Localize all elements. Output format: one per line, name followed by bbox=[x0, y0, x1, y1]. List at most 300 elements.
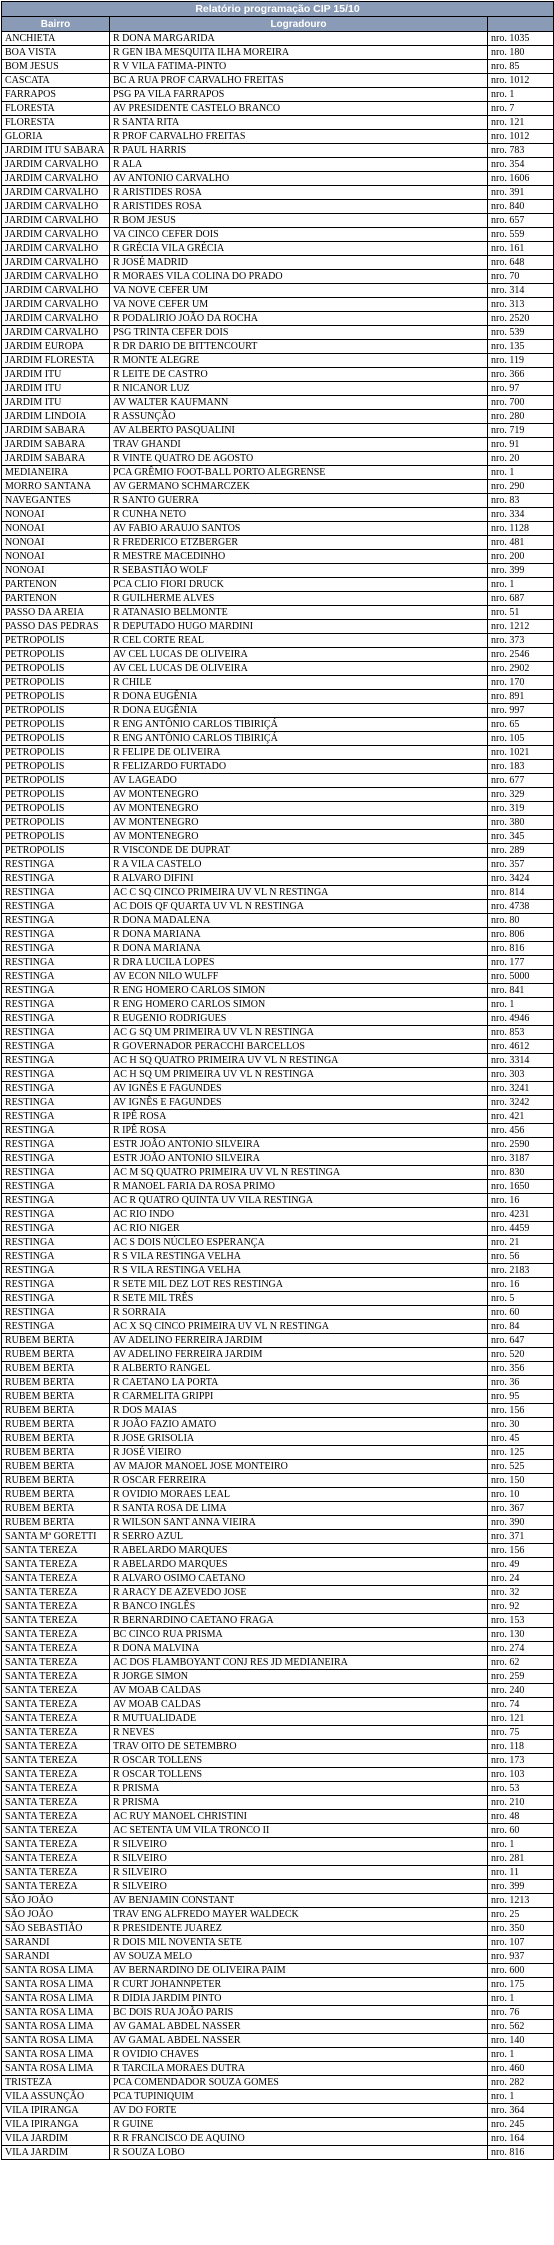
cell-logradouro: TRAV ENG ALFREDO MAYER WALDECK bbox=[110, 1908, 488, 1922]
cell-logradouro: R DOS MAIAS bbox=[110, 1404, 488, 1418]
table-row bbox=[2, 1208, 554, 1222]
cell-numero: nro. 56 bbox=[488, 1250, 554, 1264]
cell-logradouro: R SILVEIRO bbox=[110, 1838, 488, 1852]
cell-numero: nro. 118 bbox=[488, 1740, 554, 1754]
cell-numero: nro. 559 bbox=[488, 228, 554, 242]
cell-bairro: PETROPOLIS bbox=[2, 760, 110, 774]
cell-numero: nro. 32 bbox=[488, 1586, 554, 1600]
table-row bbox=[2, 1138, 554, 1152]
cell-logradouro: AV MOAB CALDAS bbox=[110, 1698, 488, 1712]
cell-bairro: SÃO JOÃO bbox=[2, 1894, 110, 1908]
cell-numero: nro. 1128 bbox=[488, 522, 554, 536]
cell-bairro: SANTA TEREZA bbox=[2, 1866, 110, 1880]
table-row bbox=[2, 270, 554, 284]
cell-bairro: RUBEM BERTA bbox=[2, 1376, 110, 1390]
table-row bbox=[2, 508, 554, 522]
table-row bbox=[2, 1348, 554, 1362]
table-row bbox=[2, 1712, 554, 1726]
cell-bairro: VILA JARDIM bbox=[2, 2146, 110, 2160]
table-row bbox=[2, 1768, 554, 1782]
table-row bbox=[2, 830, 554, 844]
cell-logradouro: R CAETANO LA PORTA bbox=[110, 1376, 488, 1390]
cell-numero: nro. 4946 bbox=[488, 1012, 554, 1026]
report-sheet bbox=[1, 1, 553, 2160]
cell-numero: nro. 119 bbox=[488, 354, 554, 368]
cell-numero: nro. 289 bbox=[488, 844, 554, 858]
cell-numero: nro. 70 bbox=[488, 270, 554, 284]
cell-logradouro: R MORAES VILA COLINA DO PRADO bbox=[110, 270, 488, 284]
cell-logradouro: R DIDIA JARDIM PINTO bbox=[110, 1992, 488, 2006]
cell-logradouro: R EUGENIO RODRIGUES bbox=[110, 1012, 488, 1026]
cell-bairro: JARDIM SABARA bbox=[2, 438, 110, 452]
table-row bbox=[2, 284, 554, 298]
cell-logradouro: R DEPUTADO HUGO MARDINI bbox=[110, 620, 488, 634]
table-row bbox=[2, 1740, 554, 1754]
cell-bairro: JARDIM CARVALHO bbox=[2, 256, 110, 270]
cell-bairro: PETROPOLIS bbox=[2, 746, 110, 760]
cell-numero: nro. 390 bbox=[488, 1516, 554, 1530]
cell-logradouro: R SORRAIA bbox=[110, 1306, 488, 1320]
cell-bairro: PETROPOLIS bbox=[2, 676, 110, 690]
cell-logradouro: R GEN IBA MESQUITA ILHA MOREIRA bbox=[110, 46, 488, 60]
cell-bairro: RESTINGA bbox=[2, 1026, 110, 1040]
cell-logradouro: AV ANTONIO CARVALHO bbox=[110, 172, 488, 186]
cell-bairro: RESTINGA bbox=[2, 1180, 110, 1194]
cell-numero: nro. 648 bbox=[488, 256, 554, 270]
cell-logradouro: R OVIDIO CHAVES bbox=[110, 2048, 488, 2062]
cell-logradouro: R SERRO AZUL bbox=[110, 1530, 488, 1544]
table-row bbox=[2, 214, 554, 228]
cell-numero: nro. 156 bbox=[488, 1544, 554, 1558]
table-row bbox=[2, 1782, 554, 1796]
cell-logradouro: R IPÊ ROSA bbox=[110, 1110, 488, 1124]
cell-logradouro: R JOSÉ VIEIRO bbox=[110, 1446, 488, 1460]
table-row bbox=[2, 2076, 554, 2090]
table-row bbox=[2, 1978, 554, 1992]
cell-bairro: RESTINGA bbox=[2, 1264, 110, 1278]
cell-bairro: PETROPOLIS bbox=[2, 648, 110, 662]
cell-numero: nro. 481 bbox=[488, 536, 554, 550]
table-row bbox=[2, 242, 554, 256]
table-row bbox=[2, 2090, 554, 2104]
table-row bbox=[2, 88, 554, 102]
table-row bbox=[2, 1376, 554, 1390]
cell-bairro: SANTA ROSA LIMA bbox=[2, 1964, 110, 1978]
cell-logradouro: R DR DARIO DE BITTENCOURT bbox=[110, 340, 488, 354]
table-row bbox=[2, 354, 554, 368]
cell-bairro: RUBEM BERTA bbox=[2, 1432, 110, 1446]
cell-numero: nro. 91 bbox=[488, 438, 554, 452]
cell-numero: nro. 36 bbox=[488, 1376, 554, 1390]
table-row bbox=[2, 998, 554, 1012]
cell-logradouro: R GRÉCIA VILA GRÉCIA bbox=[110, 242, 488, 256]
cell-logradouro: R ASSUNÇÃO bbox=[110, 410, 488, 424]
cell-bairro: PETROPOLIS bbox=[2, 662, 110, 676]
cell-logradouro: BC A RUA PROF CARVALHO FREITAS bbox=[110, 74, 488, 88]
table-row bbox=[2, 298, 554, 312]
cell-bairro: RESTINGA bbox=[2, 984, 110, 998]
cell-numero: nro. 364 bbox=[488, 2104, 554, 2118]
cell-numero: nro. 97 bbox=[488, 382, 554, 396]
table-row bbox=[2, 1600, 554, 1614]
cell-bairro: JARDIM CARVALHO bbox=[2, 284, 110, 298]
cell-logradouro: R MESTRE MACEDINHO bbox=[110, 550, 488, 564]
table-row bbox=[2, 1922, 554, 1936]
table-row bbox=[2, 1908, 554, 1922]
cell-numero: nro. 107 bbox=[488, 1936, 554, 1950]
cell-bairro: SARANDI bbox=[2, 1950, 110, 1964]
cell-numero: nro. 49 bbox=[488, 1558, 554, 1572]
table-row bbox=[2, 816, 554, 830]
cell-numero: nro. 45 bbox=[488, 1432, 554, 1446]
cell-bairro: RESTINGA bbox=[2, 1054, 110, 1068]
column-header-numero bbox=[488, 17, 554, 32]
cell-logradouro: R FELIZARDO FURTADO bbox=[110, 760, 488, 774]
table-row bbox=[2, 116, 554, 130]
table-row bbox=[2, 1124, 554, 1138]
cell-numero: nro. 1212 bbox=[488, 620, 554, 634]
header-row bbox=[2, 17, 554, 32]
table-row bbox=[2, 886, 554, 900]
table-row bbox=[2, 1516, 554, 1530]
cell-bairro: GLORIA bbox=[2, 130, 110, 144]
cell-bairro: RUBEM BERTA bbox=[2, 1502, 110, 1516]
table-row bbox=[2, 1194, 554, 1208]
cell-numero: nro. 105 bbox=[488, 732, 554, 746]
table-row bbox=[2, 74, 554, 88]
table-row bbox=[2, 606, 554, 620]
table-row bbox=[2, 1250, 554, 1264]
table-row bbox=[2, 1754, 554, 1768]
cell-numero: nro. 92 bbox=[488, 1600, 554, 1614]
table-row bbox=[2, 228, 554, 242]
table-row bbox=[2, 1068, 554, 1082]
report-title: Relatório programação CIP 15/10 bbox=[2, 2, 554, 17]
cell-logradouro: R BOM JESUS bbox=[110, 214, 488, 228]
table-row bbox=[2, 1404, 554, 1418]
cell-bairro: JARDIM EUROPA bbox=[2, 340, 110, 354]
cell-numero: nro. 60 bbox=[488, 1306, 554, 1320]
cell-bairro: SANTA TEREZA bbox=[2, 1642, 110, 1656]
cell-numero: nro. 3187 bbox=[488, 1152, 554, 1166]
cell-bairro: ANCHIETA bbox=[2, 32, 110, 46]
cell-bairro: SANTA TEREZA bbox=[2, 1670, 110, 1684]
cell-bairro: RESTINGA bbox=[2, 942, 110, 956]
cell-logradouro: AV MAJOR MANOEL JOSE MONTEIRO bbox=[110, 1460, 488, 1474]
table-row bbox=[2, 1866, 554, 1880]
cell-bairro: SANTA TEREZA bbox=[2, 1880, 110, 1894]
table-row bbox=[2, 200, 554, 214]
cell-bairro: SANTA ROSA LIMA bbox=[2, 2006, 110, 2020]
cell-numero: nro. 4738 bbox=[488, 900, 554, 914]
cell-numero: nro. 1 bbox=[488, 88, 554, 102]
cell-numero: nro. 53 bbox=[488, 1782, 554, 1796]
cell-logradouro: AC R QUATRO QUINTA UV VILA RESTINGA bbox=[110, 1194, 488, 1208]
table-row bbox=[2, 550, 554, 564]
cell-bairro: JARDIM CARVALHO bbox=[2, 228, 110, 242]
table-row bbox=[2, 1236, 554, 1250]
cell-bairro: SANTA TEREZA bbox=[2, 1712, 110, 1726]
cell-logradouro: R FELIPE DE OLIVEIRA bbox=[110, 746, 488, 760]
cell-numero: nro. 2902 bbox=[488, 662, 554, 676]
cell-logradouro: R PRISMA bbox=[110, 1796, 488, 1810]
cell-logradouro: AC H SQ UM PRIMEIRA UV VL N RESTINGA bbox=[110, 1068, 488, 1082]
cell-numero: nro. 65 bbox=[488, 718, 554, 732]
cell-bairro: JARDIM CARVALHO bbox=[2, 186, 110, 200]
cell-numero: nro. 161 bbox=[488, 242, 554, 256]
cell-bairro: FLORESTA bbox=[2, 116, 110, 130]
cell-logradouro: R GUILHERME ALVES bbox=[110, 592, 488, 606]
cell-bairro: SANTA ROSA LIMA bbox=[2, 2034, 110, 2048]
cell-numero: nro. 76 bbox=[488, 2006, 554, 2020]
table-row bbox=[2, 410, 554, 424]
cell-bairro: JARDIM CARVALHO bbox=[2, 312, 110, 326]
cell-logradouro: R ALVARO OSIMO CAETANO bbox=[110, 1572, 488, 1586]
cell-numero: nro. 1606 bbox=[488, 172, 554, 186]
cell-bairro: RESTINGA bbox=[2, 1292, 110, 1306]
table-row bbox=[2, 1460, 554, 1474]
cell-bairro: PETROPOLIS bbox=[2, 718, 110, 732]
cell-logradouro: AC SETENTA UM VILA TRONCO II bbox=[110, 1824, 488, 1838]
cell-logradouro: R ALA bbox=[110, 158, 488, 172]
cell-logradouro: AC X SQ CINCO PRIMEIRA UV VL N RESTINGA bbox=[110, 1320, 488, 1334]
table-row bbox=[2, 1306, 554, 1320]
table-row bbox=[2, 60, 554, 74]
cell-numero: nro. 399 bbox=[488, 1880, 554, 1894]
cell-bairro: JARDIM SABARA bbox=[2, 452, 110, 466]
cell-logradouro: R PODALIRIO JOÃO DA ROCHA bbox=[110, 312, 488, 326]
cell-bairro: RESTINGA bbox=[2, 970, 110, 984]
table-row bbox=[2, 760, 554, 774]
cell-bairro: PETROPOLIS bbox=[2, 802, 110, 816]
table-row bbox=[2, 634, 554, 648]
cell-bairro: RESTINGA bbox=[2, 1194, 110, 1208]
cell-bairro: JARDIM CARVALHO bbox=[2, 298, 110, 312]
cell-numero: nro. 1021 bbox=[488, 746, 554, 760]
cell-bairro: SANTA Mª GORETTI bbox=[2, 1530, 110, 1544]
table-row bbox=[2, 1628, 554, 1642]
cell-logradouro: R JOSÉ MADRID bbox=[110, 256, 488, 270]
cell-bairro: NONOAI bbox=[2, 550, 110, 564]
cell-bairro: VILA ASSUNÇÃO bbox=[2, 2090, 110, 2104]
table-row bbox=[2, 1488, 554, 1502]
cell-numero: nro. 1012 bbox=[488, 130, 554, 144]
cell-logradouro: R WILSON SANT ANNA VIEIRA bbox=[110, 1516, 488, 1530]
cell-numero: nro. 1035 bbox=[488, 32, 554, 46]
cell-logradouro: R V VILA FATIMA-PINTO bbox=[110, 60, 488, 74]
cell-bairro: SANTA TEREZA bbox=[2, 1628, 110, 1642]
table-row bbox=[2, 1670, 554, 1684]
cell-bairro: PETROPOLIS bbox=[2, 788, 110, 802]
cell-logradouro: AV CEL LUCAS DE OLIVEIRA bbox=[110, 662, 488, 676]
cell-logradouro: R S VILA RESTINGA VELHA bbox=[110, 1250, 488, 1264]
cell-logradouro: TRAV GHANDI bbox=[110, 438, 488, 452]
cell-numero: nro. 1 bbox=[488, 1838, 554, 1852]
cell-numero: nro. 75 bbox=[488, 1726, 554, 1740]
cell-bairro: SANTA TEREZA bbox=[2, 1572, 110, 1586]
cell-logradouro: R CEL CORTE REAL bbox=[110, 634, 488, 648]
cell-bairro: SANTA TEREZA bbox=[2, 1684, 110, 1698]
table-row bbox=[2, 1894, 554, 1908]
cell-numero: nro. 177 bbox=[488, 956, 554, 970]
cell-bairro: NONOAI bbox=[2, 564, 110, 578]
cell-numero: nro. 240 bbox=[488, 1684, 554, 1698]
cell-bairro: PASSO DAS PEDRAS bbox=[2, 620, 110, 634]
cell-numero: nro. 373 bbox=[488, 634, 554, 648]
cell-logradouro: R PRISMA bbox=[110, 1782, 488, 1796]
table-row bbox=[2, 774, 554, 788]
cell-logradouro: TRAV OITO DE SETEMBRO bbox=[110, 1740, 488, 1754]
table-row bbox=[2, 2104, 554, 2118]
cell-bairro: RESTINGA bbox=[2, 1236, 110, 1250]
cell-numero: nro. 1213 bbox=[488, 1894, 554, 1908]
cell-logradouro: R DONA MARIANA bbox=[110, 928, 488, 942]
cell-numero: nro. 421 bbox=[488, 1110, 554, 1124]
cell-bairro: RESTINGA bbox=[2, 1278, 110, 1292]
cell-numero: nro. 135 bbox=[488, 340, 554, 354]
cell-bairro: SANTA TEREZA bbox=[2, 1824, 110, 1838]
cell-bairro: RESTINGA bbox=[2, 900, 110, 914]
cell-numero: nro. 1 bbox=[488, 466, 554, 480]
table-body bbox=[2, 32, 554, 2160]
cell-bairro: SANTA TEREZA bbox=[2, 1558, 110, 1572]
cell-logradouro: R JOSE GRISOLIA bbox=[110, 1432, 488, 1446]
column-header-bairro: Bairro bbox=[2, 17, 110, 32]
cell-numero: nro. 140 bbox=[488, 2034, 554, 2048]
cell-bairro: RESTINGA bbox=[2, 858, 110, 872]
cell-numero: nro. 7 bbox=[488, 102, 554, 116]
cell-numero: nro. 21 bbox=[488, 1236, 554, 1250]
cell-numero: nro. 816 bbox=[488, 2146, 554, 2160]
cell-bairro: RUBEM BERTA bbox=[2, 1362, 110, 1376]
cell-bairro: RUBEM BERTA bbox=[2, 1488, 110, 1502]
cell-numero: nro. 2520 bbox=[488, 312, 554, 326]
cell-logradouro: R ENG HOMERO CARLOS SIMON bbox=[110, 984, 488, 998]
cell-numero: nro. 24 bbox=[488, 1572, 554, 1586]
cell-numero: nro. 814 bbox=[488, 886, 554, 900]
cell-numero: nro. 357 bbox=[488, 858, 554, 872]
table-row bbox=[2, 522, 554, 536]
cell-bairro: SANTA TEREZA bbox=[2, 1656, 110, 1670]
cell-logradouro: AV BERNARDINO DE OLIVEIRA PAIM bbox=[110, 1964, 488, 1978]
cell-logradouro: AV MONTENEGRO bbox=[110, 788, 488, 802]
cell-logradouro: R JOÃO FAZIO AMATO bbox=[110, 1418, 488, 1432]
table-row bbox=[2, 256, 554, 270]
cell-logradouro: AV ADELINO FERREIRA JARDIM bbox=[110, 1334, 488, 1348]
cell-logradouro: ESTR JOÃO ANTONIO SILVEIRA bbox=[110, 1138, 488, 1152]
table-row bbox=[2, 1278, 554, 1292]
table-row bbox=[2, 1824, 554, 1838]
cell-numero: nro. 2546 bbox=[488, 648, 554, 662]
table-row bbox=[2, 1432, 554, 1446]
cell-logradouro: PCA GRÊMIO FOOT-BALL PORTO ALEGRENSE bbox=[110, 466, 488, 480]
cell-bairro: RESTINGA bbox=[2, 1208, 110, 1222]
table-row bbox=[2, 1796, 554, 1810]
table-row bbox=[2, 382, 554, 396]
cell-numero: nro. 121 bbox=[488, 116, 554, 130]
cell-numero: nro. 314 bbox=[488, 284, 554, 298]
table-row bbox=[2, 942, 554, 956]
cell-bairro: SÃO SEBASTIÃO bbox=[2, 1922, 110, 1936]
table-row bbox=[2, 32, 554, 46]
table-row bbox=[2, 1012, 554, 1026]
cell-numero: nro. 173 bbox=[488, 1754, 554, 1768]
table-row bbox=[2, 1362, 554, 1376]
cell-bairro: SANTA TEREZA bbox=[2, 1852, 110, 1866]
cell-logradouro: R BERNARDINO CAETANO FRAGA bbox=[110, 1614, 488, 1628]
table-row bbox=[2, 662, 554, 676]
cell-bairro: SANTA ROSA LIMA bbox=[2, 1992, 110, 2006]
table-row bbox=[2, 1082, 554, 1096]
cell-numero: nro. 4231 bbox=[488, 1208, 554, 1222]
table-row bbox=[2, 1684, 554, 1698]
cell-numero: nro. 520 bbox=[488, 1348, 554, 1362]
table-row bbox=[2, 732, 554, 746]
cell-numero: nro. 84 bbox=[488, 1320, 554, 1334]
cell-bairro: NAVEGANTES bbox=[2, 494, 110, 508]
cell-logradouro: R OVIDIO MORAES LEAL bbox=[110, 1488, 488, 1502]
table-row bbox=[2, 928, 554, 942]
table-row bbox=[2, 1642, 554, 1656]
cell-bairro: RUBEM BERTA bbox=[2, 1390, 110, 1404]
table-row bbox=[2, 396, 554, 410]
cell-logradouro: R MONTE ALEGRE bbox=[110, 354, 488, 368]
table-row bbox=[2, 1418, 554, 1432]
cell-logradouro: R SEBASTIÃO WOLF bbox=[110, 564, 488, 578]
cell-bairro: SANTA TEREZA bbox=[2, 1698, 110, 1712]
cell-logradouro: AV IGNÊS E FAGUNDES bbox=[110, 1082, 488, 1096]
cell-bairro: RESTINGA bbox=[2, 1110, 110, 1124]
cell-numero: nro. 3242 bbox=[488, 1096, 554, 1110]
cell-logradouro: R SILVEIRO bbox=[110, 1880, 488, 1894]
table-row bbox=[2, 1656, 554, 1670]
table-row bbox=[2, 984, 554, 998]
cell-logradouro: R DONA MALVINA bbox=[110, 1642, 488, 1656]
cell-bairro: RESTINGA bbox=[2, 872, 110, 886]
cell-numero: nro. 150 bbox=[488, 1474, 554, 1488]
table-row bbox=[2, 564, 554, 578]
cell-numero: nro. 153 bbox=[488, 1614, 554, 1628]
table-row bbox=[2, 788, 554, 802]
cell-numero: nro. 11 bbox=[488, 1866, 554, 1880]
table-row bbox=[2, 438, 554, 452]
cell-numero: nro. 539 bbox=[488, 326, 554, 340]
cell-bairro: JARDIM CARVALHO bbox=[2, 326, 110, 340]
cell-numero: nro. 25 bbox=[488, 1908, 554, 1922]
cell-bairro: SANTA TEREZA bbox=[2, 1768, 110, 1782]
cell-bairro: CASCATA bbox=[2, 74, 110, 88]
cell-bairro: RESTINGA bbox=[2, 1320, 110, 1334]
table-row bbox=[2, 158, 554, 172]
cell-numero: nro. 16 bbox=[488, 1194, 554, 1208]
cell-logradouro: R DONA EUGÊNIA bbox=[110, 704, 488, 718]
cell-numero: nro. 274 bbox=[488, 1642, 554, 1656]
cell-logradouro: R MANOEL FARIA DA ROSA PRIMO bbox=[110, 1180, 488, 1194]
cell-logradouro: AV GERMANO SCHMARCZEK bbox=[110, 480, 488, 494]
table-row bbox=[2, 1698, 554, 1712]
cell-bairro: RUBEM BERTA bbox=[2, 1334, 110, 1348]
cell-bairro: NONOAI bbox=[2, 522, 110, 536]
cell-logradouro: AV LAGEADO bbox=[110, 774, 488, 788]
cell-numero: nro. 366 bbox=[488, 368, 554, 382]
cell-logradouro: R GUINE bbox=[110, 2118, 488, 2132]
cell-numero: nro. 371 bbox=[488, 1530, 554, 1544]
cell-bairro: VILA JARDIM bbox=[2, 2132, 110, 2146]
table-row bbox=[2, 1026, 554, 1040]
cell-numero: nro. 280 bbox=[488, 410, 554, 424]
cell-logradouro: R MUTUALIDADE bbox=[110, 1712, 488, 1726]
table-row bbox=[2, 718, 554, 732]
